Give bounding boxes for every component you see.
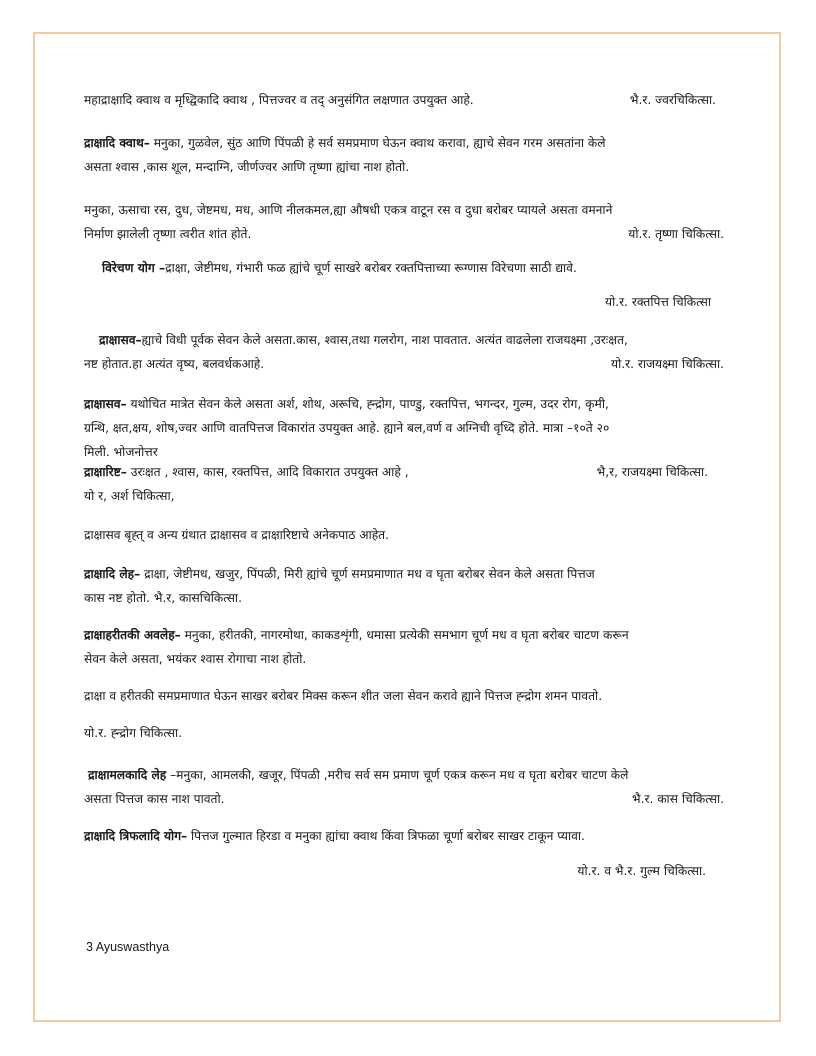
para-7: द्राक्षारिष्ट– उरःक्षत , श्वास, कास, रक्तपित्त, आदि विकारात उपयुक्त आहे , भै,र, राजयक्ष्मा चिकित्सा. यो र, अर्श चिकित्सा,	[84, 460, 724, 508]
heading: द्राक्षासव–	[84, 397, 127, 411]
reference: भै.र. कास चिकित्सा.	[632, 792, 724, 806]
para-4-reference: यो.र. रक्तपित्त चिकित्सा	[605, 295, 711, 309]
heading: द्राक्षादि क्वाथ–	[84, 136, 150, 150]
heading: विरेचण योग –	[102, 261, 166, 275]
heading: द्राक्षारिष्ट–	[84, 465, 127, 479]
para-2: द्राक्षादि क्वाथ– मनुका, गुळवेल, सुंठ आणि पिंपळी हे सर्व समप्रमाण घेऊन क्वाथ करावा, ह्याचे सेवन गरम असतांना केले असता श्वास ,कास शूल, मन्दाग्नि, जीर्णज्वर आणि तृष्णा ह्यांचा नाश होतो.	[84, 136, 606, 174]
para-9: द्राक्षादि लेह– द्राक्षा, जेष्टीमध, खजुर, पिंपळी, मिरी ह्यांचे चूर्ण समप्रमाणात मध व घृता बरोबर सेवन केले असता पित्तज कास नष्ट होतो. भै.र, कासचिकित्सा.	[84, 567, 595, 605]
heading: द्राक्षाहरीतकी अवलेह–	[84, 628, 181, 642]
para-4: विरेचण योग –द्राक्षा, जेष्टीमध, गंभारी फळ ह्यांचे चूर्ण साखरे बरोबर रक्तपित्ताच्या रूग्णास विरेचणा साठी द्यावे.	[102, 261, 577, 275]
para-13: द्राक्षामलकादि लेह –मनुका, आमलकी, खजूर, पिंपळी ,मरीच सर्व सम प्रमाण चूर्ण एकत्र करून मध व घृता बरोबर चाटण केले असता पित्तज कास नाश पावतो. भै.र. कास चिकित्सा.	[84, 763, 724, 811]
heading: द्राक्षादि त्रिफलादि योग–	[84, 829, 188, 843]
para-10: द्राक्षाहरीतकी अवलेह– मनुका, हरीतकी, नागरमोथा, काकडशृंगी, धमासा प्रत्येकी समभाग चूर्ण मध व घृता बरोबर चाटण करून सेवन केले असता, भयंकर श्वास रोगाचा नाश होतो.	[84, 628, 629, 666]
page-footer: 3 Ayuswasthya	[86, 940, 170, 954]
para-11: द्राक्षा व हरीतकी समप्रमाणात घेऊन साखर बरोबर मिक्स करून शीत जला सेवन करावे ह्याने पित्तज ह्न्द्रोग शमन पावतो.	[84, 689, 603, 703]
reference: भै,र, राजयक्ष्मा चिकित्सा.	[596, 465, 708, 479]
reference: यो.र. तृष्णा चिकित्सा.	[628, 227, 724, 241]
para-8: द्राक्षासव बृह्त् व अन्य ग्रंथात द्राक्षासव व द्राक्षारिष्टाचे अनेकपाठ आहेत.	[84, 528, 389, 542]
para-5: द्राक्षासव–ह्याचे विधी पूर्वक सेवन केले असता.कास, श्वास,तथा गलरोग, नाश पावतात. अत्यंत वाढलेला राजयक्ष्मा ,उरःक्षत, नष्ट होतात.हा अत्यंत वृष्य, बलवर्धकआहे. यो.र. राजयक्ष्मा चिकित्सा.	[84, 328, 724, 376]
reference: भै.र. ज्वरचिकित्सा.	[629, 93, 716, 107]
para-14: द्राक्षादि त्रिफलादि योग– पित्तज गुल्मात हिरडा व मनुका ह्यांचा क्वाथ किंवा त्रिफळा चूर्णा बरोबर साखर टाकून प्यावा.	[84, 829, 585, 843]
heading: द्राक्षामलकादि लेह	[88, 768, 167, 782]
para-1: महाद्राक्षादि क्वाथ व मृध्द्विकादि क्वाथ , पित्तज्वर व तद् अनुसंगित लक्षणात उपयुक्त आहे. भै.र. ज्वरचिकित्सा.	[84, 88, 724, 112]
para-3: मनुका, ऊसाचा रस, दुध, जेष्टमध, मध, आणि नीलकमल,ह्या औषधी एकत्र वाटून रस व दुधा बरोबर प्यायले असता वमनाने निर्माण झालेली तृष्णा त्वरीत शांत होते. यो.र. तृष्णा चिकित्सा.	[84, 198, 724, 246]
para-12: यो.र. ह्न्द्रोग चिकित्सा.	[84, 726, 182, 740]
para-6: द्राक्षासव– यथोचित मात्रेत सेवन केले असता अर्श, शोथ, अरूचि, ह्न्द्रोग, पाण्डु, रक्तपित्त, भगन्दर, गुल्म, उदर रोग, कृमी, ग्रन्थि, क्षत,क्षय, शोष,ज्वर आणि वातपित्तज विकारांत उपयुक्त आहे. ह्याने बल,वर्ण व अग्निची वृध्दि होते. मात्रा –१०ते २० मिली. भोजनोत्तर	[84, 397, 610, 459]
heading: द्राक्षासव–	[99, 333, 142, 347]
para-14-reference: यो.र. व भै.र. गुल्म चिकित्सा.	[577, 864, 706, 878]
reference: यो.र. राजयक्ष्मा चिकित्सा.	[611, 357, 724, 371]
heading: द्राक्षादि लेह–	[84, 567, 141, 581]
